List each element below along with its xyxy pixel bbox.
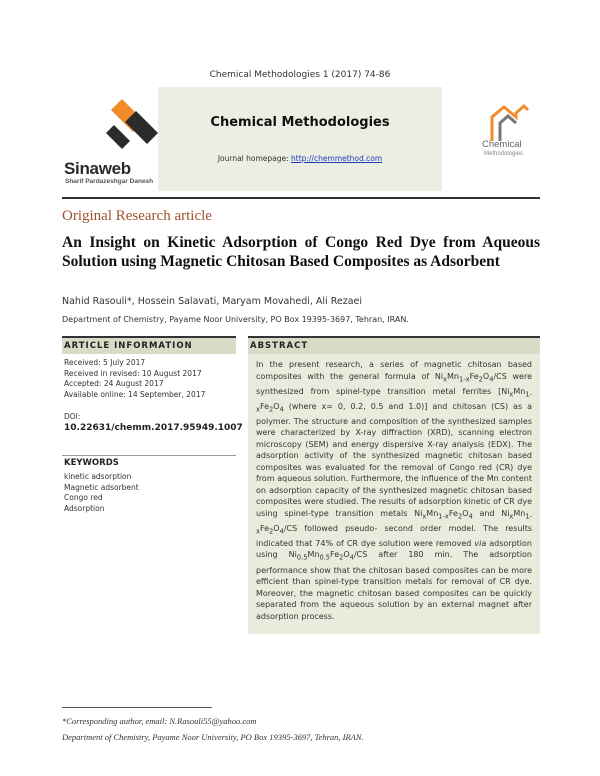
journal-homepage — [158, 154, 442, 163]
corresponding-author: *Corresponding author, email: N.Rasouli55@yahoo.com — [62, 716, 257, 726]
doi-label: DOI: — [64, 412, 81, 421]
article-title: An Insight on Kinetic Adsorption of Congo Red Dye from Aqueous Solution using Magnetic Chitosan Based Composites as Adsorbent — [62, 234, 540, 270]
publisher-name: Sinaweb — [64, 159, 131, 178]
journal-title: Chemical Methodologies — [210, 115, 390, 130]
online-date: Available online: 14 September, 2017 — [64, 389, 206, 399]
accepted-date: Accepted: 24 August 2017 — [64, 379, 164, 388]
keyword-item: kinetic adsorption — [64, 472, 132, 481]
keyword-item: Congo red — [64, 493, 103, 502]
affiliation: Department of Chemistry, Payame Noor University, PO Box 19395-3697, Tehran, IRAN. — [62, 315, 409, 324]
article-type: Original Research article — [62, 208, 212, 224]
article-info-column — [62, 336, 243, 516]
journal-logo-subtitle: Methodologies — [484, 151, 524, 157]
chemical-methodologies-logo-icon — [488, 103, 532, 143]
abstract-column — [248, 336, 540, 634]
article-dates — [62, 354, 243, 437]
header-rule — [62, 197, 540, 199]
received-date: Received: 5 July 2017 — [64, 358, 146, 367]
doi-value[interactable]: 10.22631/chemm.2017.95949.1007 — [64, 422, 243, 433]
running-head: Chemical Methodologies 1 (2017) 74-86 — [209, 70, 391, 80]
journal-panel — [158, 87, 442, 191]
article-info-heading: ARTICLE INFORMATION — [62, 336, 236, 354]
keywords-heading: KEYWORDS — [62, 455, 236, 470]
footer-department: Department of Chemistry, Payame Noor University, PO Box 19395-3697, Tehran, IRAN. — [62, 732, 364, 742]
footnote-rule — [62, 707, 212, 708]
homepage-label: Journal homepage: — [217, 154, 292, 163]
revised-date: Received in revised: 10 August 2017 — [64, 368, 202, 378]
publisher-subtitle: Sharif Pardazeshgar Danesh — [65, 178, 154, 185]
keywords-list — [62, 470, 236, 516]
journal-logo-text: Chemical — [482, 139, 522, 150]
homepage-link[interactable]: http://chemmethod.com — [291, 154, 383, 163]
keyword-item: Adsorption — [64, 503, 105, 513]
authors: Nahid Rasouli*, Hossein Salavati, Maryam Movahedi, Ali Rezaei — [62, 296, 363, 307]
abstract-heading: ABSTRACT — [248, 336, 540, 354]
keyword-item: Magnetic adsorbent — [64, 482, 139, 492]
abstract-text: In the present research, a series of magnetic chitosan based composites with the general formula of $Ni_xMn_{1-x}Fe_2O_4/CS$ were synthesized from spinel-type transition metal ferrites [$Ni_xMn_{1-x}Fe_2O_4$ (where x= 0, 0.2, 0.5 and 1.0)] and chitosan (CS) as a polymer. The structure and composition of the synthesized samples were characterized by X-ray diffraction (XRD), scanning electron microscopy (SEM) and energy dispersive X-ray analysis (EDX). The adsorption activity of the synthesized magnetic chitosan based composites was evaluated for the removal of Congo red (CR) dye from aqueous solution. Furthermore, the influence of the Mn content on adsorption capacity of the synthesized magnetic chitosan based composites were studied. The results of adsorption kinetic of CR dye using spinel-type transition metals $Ni_xMn_{1-x}Fe_2O_4$ and $Ni_xMn_{1-x}Fe_2O_4/CS$ followed pseudo- second order model. The results indicated that 74% of CR dye solution were removed via adsorption using $Ni_{0.5}Mn_{0.5}Fe_2O_4/CS$ after 180 min. The adsorption performance show that the chitosan based composites can be more efficient than spinel-type transition metals for removal of CR dye. Moreover, the magnetic chitosan based composites can be quickly separated from the aqueous solution by an external magnet after adsorption process. — [248, 354, 540, 634]
